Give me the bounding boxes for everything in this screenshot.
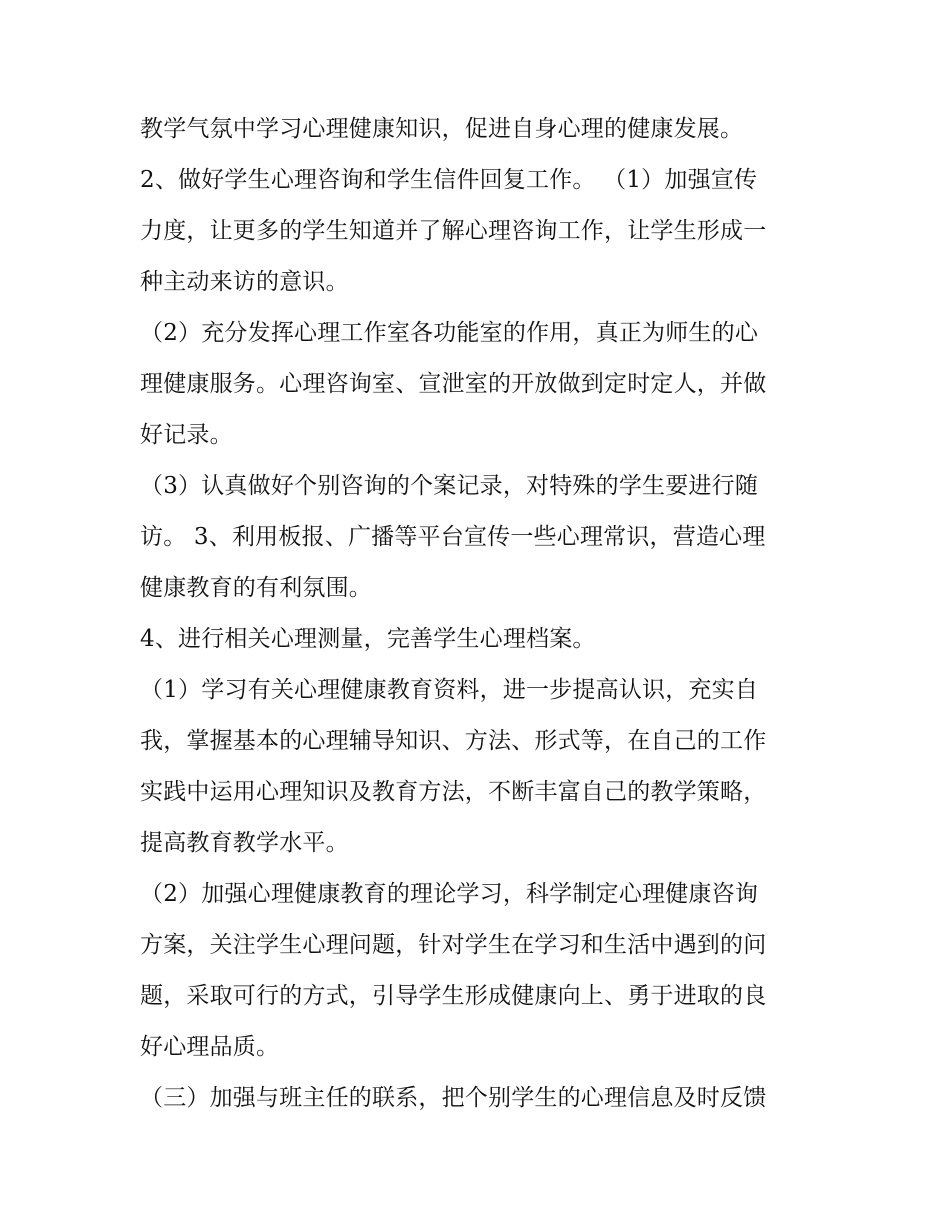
text-line: 力度，让更多的学生知道并了解心理咨询工作，让学生形成一 [140,218,767,244]
text-line: 好心理品质。 [140,1034,280,1060]
text-line: 访。 3、利用板报、广播等平台宣传一些心理常识，营造心理 [140,524,766,550]
text-line: 教学气氛中学习心理健康知识，促进自身心理的健康发展。 [140,116,744,142]
text-line: （2）加强心理健康教育的理论学习，科学制定心理健康咨询 [140,881,759,907]
text-line: （三）加强与班主任的联系，把个别学生的心理信息及时反馈 [140,1085,767,1111]
text-line: 题，采取可行的方式，引导学生形成健康向上、勇于进取的良 [140,983,767,1009]
text-line: （2）充分发挥心理工作室各功能室的作用，真正为师生的心 [140,320,759,346]
text-line: 我，掌握基本的心理辅导知识、方法、形式等，在自己的工作 [140,728,767,754]
text-line: （3）认真做好个别咨询的个案记录，对特殊的学生要进行随 [140,473,759,499]
text-line: 实践中运用心理知识及教育方法，不断丰富自己的教学策略， [140,779,767,805]
text-line: 方案，关注学生心理问题，针对学生在学习和生活中遇到的问 [140,932,767,958]
body-text [140,104,820,1124]
text-line: 种主动来访的意识。 [140,269,349,295]
text-line: 4、进行相关心理测量，完善学生心理档案。 [140,626,596,652]
text-line: 提高教育教学水平。 [140,830,349,856]
text-line: 理健康服务。心理咨询室、宣泄室的开放做到定时定人，并做 [140,371,767,397]
text-line: 好记录。 [140,422,233,448]
text-line: 2、做好学生心理咨询和学生信件回复工作。 （1）加强宣传 [140,167,758,193]
text-line: （1）学习有关心理健康教育资料，进一步提高认识，充实自 [140,677,759,703]
text-line: 健康教育的有利氛围。 [140,575,372,601]
